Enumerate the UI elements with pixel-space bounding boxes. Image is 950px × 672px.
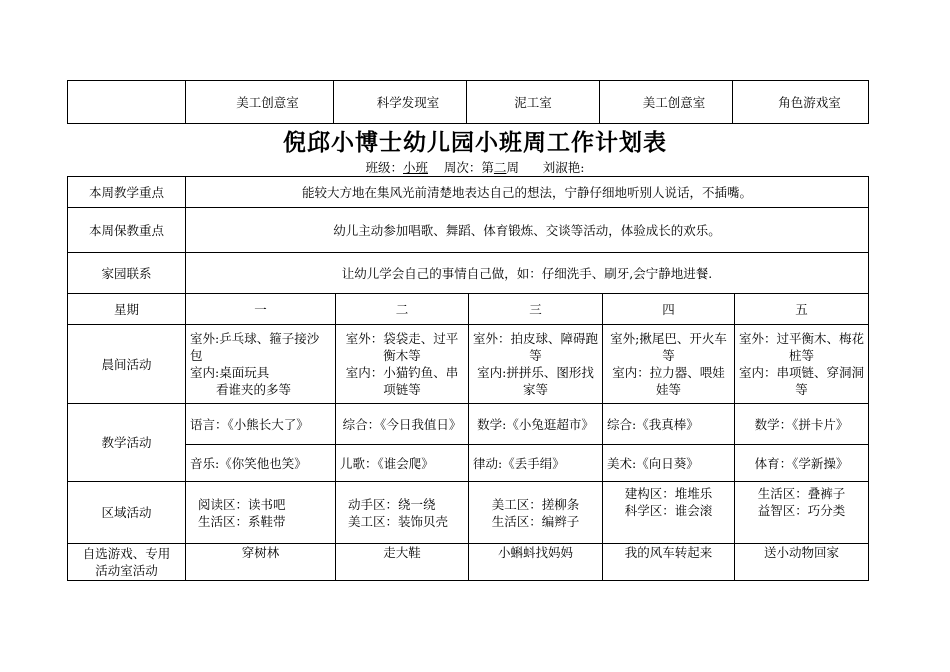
row-label: 家园联系 xyxy=(68,253,186,294)
area-cell-mon xyxy=(186,482,336,544)
row-label: 区域活动 xyxy=(68,482,186,544)
cell-line: 室内：小猫钓鱼、串项链等 xyxy=(345,365,459,397)
row-label: 本周保教重点 xyxy=(68,208,186,253)
morning-cell-fri xyxy=(735,325,869,404)
room-cell: 美工创意室 xyxy=(186,81,334,124)
teaching-cell: 综合:《我真棒》 xyxy=(603,404,735,445)
cell-line: 生活区：叠裤子 xyxy=(757,486,846,501)
row-label xyxy=(68,544,186,581)
teaching-cell: 美术:《向日葵》 xyxy=(603,445,735,482)
teaching-cell: 数学:《小兔逛超市》 xyxy=(469,404,603,445)
cell-line: 室内：拉力器、喂娃娃等 xyxy=(612,365,725,397)
weekday-row xyxy=(68,294,869,325)
row-label: 星期 xyxy=(68,294,186,325)
morning-cell-wed xyxy=(469,325,603,404)
row-label: 本周教学重点 xyxy=(68,177,186,208)
cell-line: 建构区：堆堆乐 xyxy=(624,486,713,501)
cell-line: 室内：串项链、穿洞洞等 xyxy=(739,365,865,397)
room-row xyxy=(68,81,869,124)
teaching-activity-row-2 xyxy=(68,445,869,482)
room-cell: 科学发现室 xyxy=(334,81,467,124)
area-cell-wed xyxy=(469,482,603,544)
free-play-cell: 小蝌蚪找妈妈 xyxy=(469,544,603,581)
class-info-line xyxy=(0,158,950,176)
row-label: 教学活动 xyxy=(68,404,186,482)
weekday-cell: 二 xyxy=(336,294,469,325)
teacher-name: 刘淑艳: xyxy=(542,160,585,175)
cell-line: 室外：拍皮球、障碍跑等 xyxy=(473,331,599,363)
teaching-cell: 儿歌：《谁会爬》 xyxy=(336,445,469,482)
row-label-line: 自选游戏、专用 xyxy=(82,546,171,561)
free-play-cell: 走大鞋 xyxy=(336,544,469,581)
class-value: 小班 xyxy=(402,160,428,175)
room-cell: 美工创意室 xyxy=(600,81,733,124)
care-focus-row xyxy=(68,208,869,253)
area-activity-row xyxy=(68,482,869,544)
class-label: 班级： xyxy=(365,160,403,175)
row-label: 晨间活动 xyxy=(68,325,186,404)
free-play-row xyxy=(68,544,869,581)
morning-cell-mon xyxy=(186,325,336,404)
weekday-cell: 一 xyxy=(186,294,336,325)
weekday-cell: 三 xyxy=(469,294,603,325)
teaching-cell: 音乐:《你笑他也笑》 xyxy=(186,445,336,482)
area-cell-thu xyxy=(603,482,735,544)
room-cell: 角色游戏室 xyxy=(733,81,869,124)
cell-line: 室外：过平衡木、梅花桩等 xyxy=(739,331,865,363)
week-label: 周次：第 xyxy=(443,160,494,175)
cell-line: 科学区：谁会滚 xyxy=(624,503,713,518)
row-label-line: 活动室活动 xyxy=(95,563,158,578)
cell-line: 室外:乒乓球、箍子接沙包 xyxy=(190,331,320,363)
teaching-cell: 综合：《今日我值日》 xyxy=(336,404,469,445)
room-header-table xyxy=(67,80,869,124)
cell-line: 动手区：绕一绕 xyxy=(348,496,436,512)
home-school-text: 让幼儿学会自己的事情自己做，如：仔细洗手、刷牙,会宁静地进餐. xyxy=(186,253,869,294)
morning-activity-row xyxy=(68,325,869,404)
cell-line: 室外：袋袋走、过平衡木等 xyxy=(345,331,459,363)
room-cell-blank xyxy=(68,81,186,124)
teaching-focus-text: 能较大方地在集风光前清楚地表达自己的想法，宁静仔细地听别人说话，不插嘴。 xyxy=(186,177,869,208)
cell-line: 室外;揪尾巴、开火车等 xyxy=(610,331,727,363)
teaching-cell: 语言：《小熊长大了》 xyxy=(186,404,336,445)
teaching-activity-row-1 xyxy=(68,404,869,445)
cell-line: 看谁夹的多等 xyxy=(216,382,292,397)
room-cell: 泥工室 xyxy=(467,81,600,124)
teaching-cell: 数学：《拼卡片》 xyxy=(735,404,869,445)
free-play-cell: 我的风车转起来 xyxy=(603,544,735,581)
cell-line: 益智区：巧分类 xyxy=(757,503,846,518)
cell-line: 美工区：装饰贝壳 xyxy=(348,513,449,529)
area-cell-fri xyxy=(735,482,869,544)
area-cell-tue xyxy=(336,482,469,544)
weekday-cell: 五 xyxy=(735,294,869,325)
week-value: 二 xyxy=(493,160,507,175)
weekly-plan-table xyxy=(67,176,869,581)
cell-line: 室内:拼拼乐、图形找家等 xyxy=(477,365,594,397)
weekday-cell: 四 xyxy=(603,294,735,325)
free-play-cell: 穿树林 xyxy=(186,544,336,581)
document-title: 倪邱小博士幼儿园小班周工作计划表 xyxy=(283,129,667,156)
cell-line: 美工区：搓柳条 xyxy=(491,496,580,512)
morning-cell-thu xyxy=(603,325,735,404)
teaching-cell: 律动:《丢手绢》 xyxy=(469,445,603,482)
cell-line: 室内:桌面玩具 xyxy=(190,365,270,380)
morning-cell-tue xyxy=(336,325,469,404)
teaching-cell: 体育：《学新操》 xyxy=(735,445,869,482)
cell-line: 生活区：编辫子 xyxy=(491,513,580,529)
cell-line: 阅读区：读书吧 xyxy=(198,496,286,512)
week-suffix: 周 xyxy=(506,160,519,175)
free-play-cell: 送小动物回家 xyxy=(735,544,869,581)
home-school-row xyxy=(68,253,869,294)
care-focus-text: 幼儿主动参加唱歌、舞蹈、体育锻炼、交谈等活动，体验成长的欢乐。 xyxy=(186,208,869,253)
cell-line: 生活区：系鞋带 xyxy=(198,513,286,529)
teaching-focus-row xyxy=(68,177,869,208)
